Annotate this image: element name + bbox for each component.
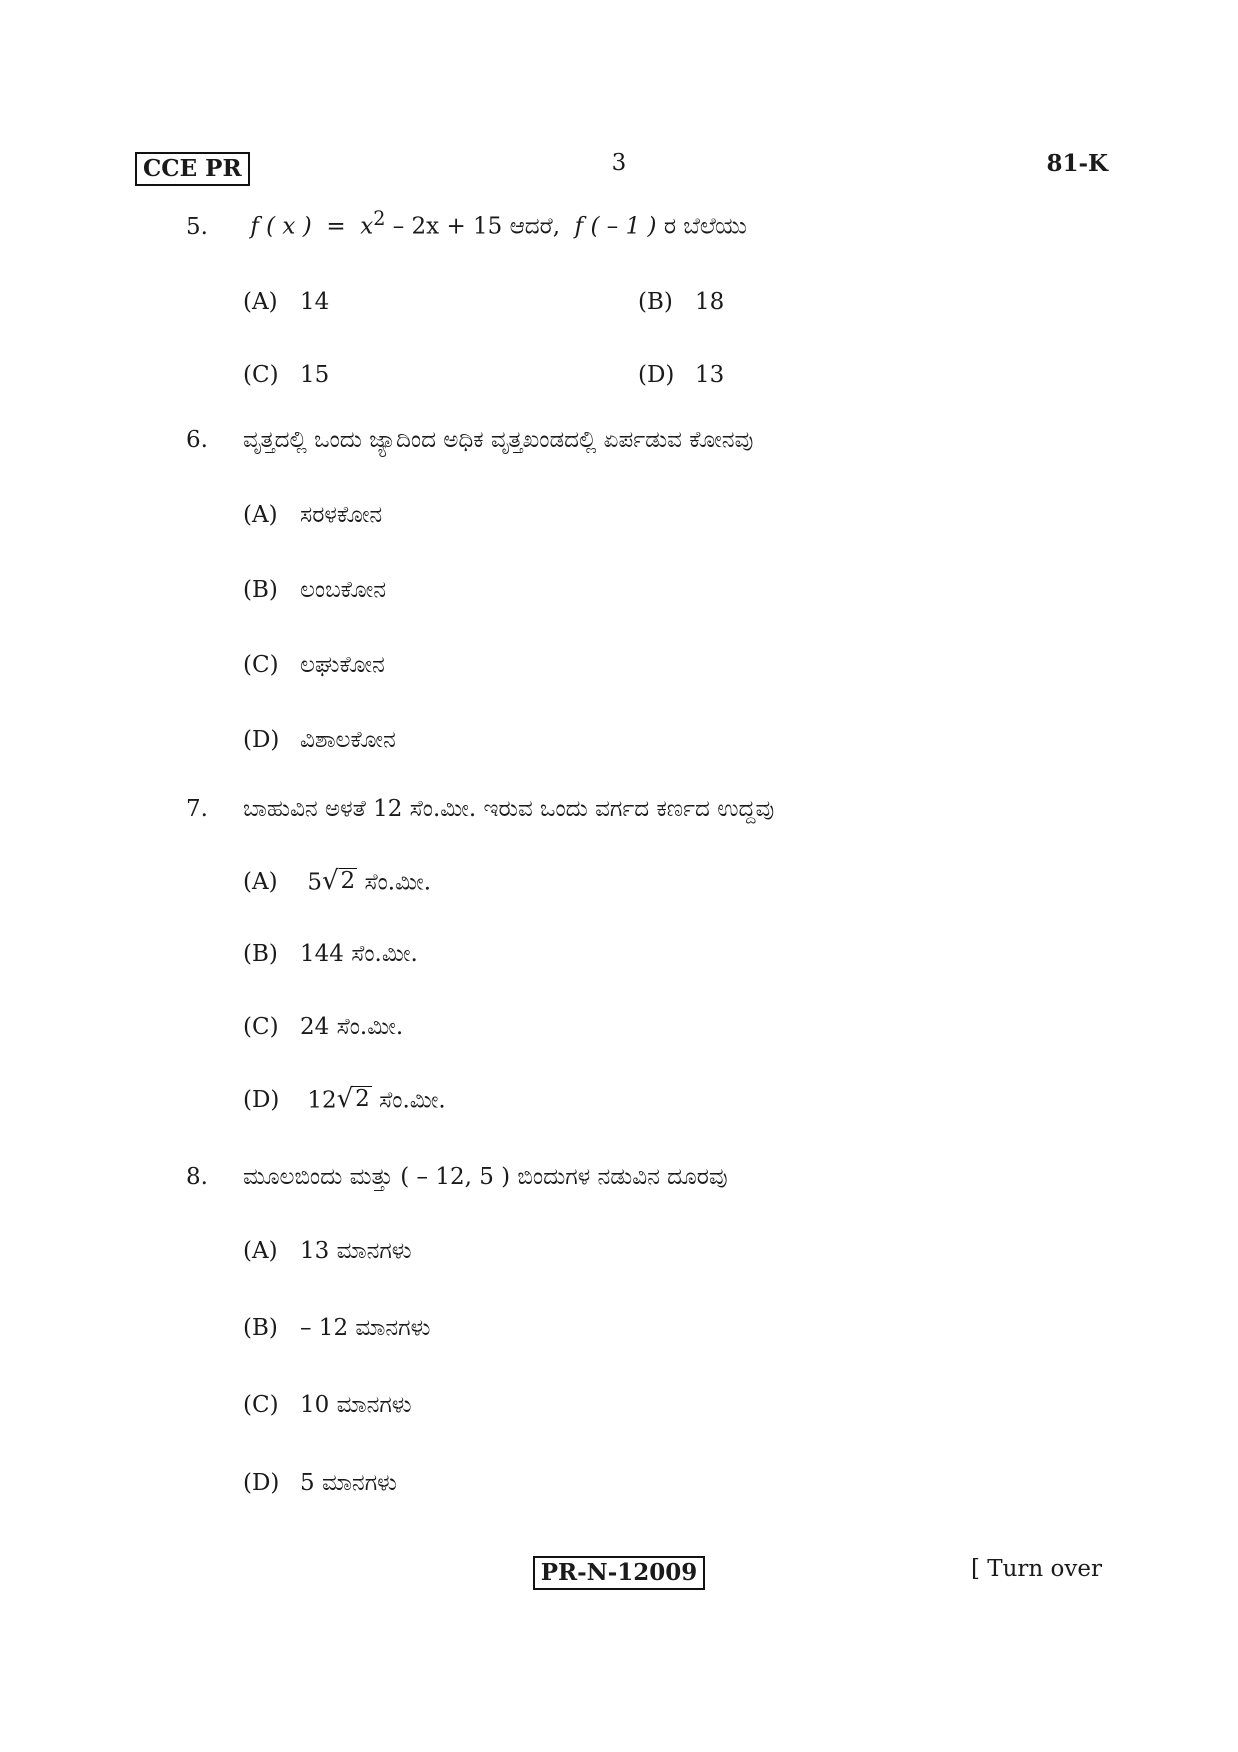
question-8	[186, 1164, 728, 1190]
function-lhs: f ( x )	[250, 213, 312, 240]
question-stem: ಬಾಹುವಿನ ಅಳತೆ 12 ಸೆಂ.ಮೀ. ಇರುವ ಒಂದು ವರ್ಗದ ಕರ್ಣದ ಉದ್ದವು	[243, 796, 775, 822]
paper-code: 81-K	[1046, 150, 1108, 177]
radicand: 2	[340, 868, 356, 894]
option-label: (B)	[243, 1315, 278, 1341]
exponent: 2	[373, 207, 386, 230]
variable-x: x	[360, 213, 374, 240]
option-5a[interactable]	[243, 289, 329, 315]
option-text: – 12 ಮಾನಗಳು	[300, 1315, 431, 1341]
option-8b[interactable]	[243, 1315, 430, 1341]
footer-code: PR-N-12009	[533, 1556, 706, 1590]
expression-rest: – 2x + 15 ಆದರೆ,	[392, 213, 561, 240]
question-tail: ರ ಬೆಲೆಯು	[663, 213, 747, 240]
option-label: (D)	[243, 1087, 280, 1114]
option-5d[interactable]	[638, 362, 724, 388]
question-5	[186, 207, 747, 240]
turn-over-note: [ Turn over	[970, 1556, 1102, 1582]
option-text: ಸರಳಕೋನ	[300, 502, 383, 528]
option-text: 14	[300, 289, 330, 315]
option-6d[interactable]	[243, 727, 396, 753]
question-stem: ಮೂಲಬಿಂದು ಮತ್ತು ( – 12, 5 ) ಬಿಂದುಗಳ ನಡುವಿನ ದೂರವು	[243, 1164, 728, 1190]
option-7b[interactable]	[243, 941, 418, 967]
option-7c[interactable]	[243, 1014, 403, 1040]
coefficient: 12	[307, 1087, 337, 1114]
option-text: 10 ಮಾನಗಳು	[300, 1392, 412, 1418]
option-label: (D)	[243, 727, 280, 753]
option-7d[interactable]	[243, 1086, 446, 1113]
option-label: (A)	[243, 1238, 278, 1264]
option-6c[interactable]	[243, 652, 385, 678]
option-text: 13	[695, 362, 725, 388]
option-label: (A)	[243, 869, 278, 896]
option-text: 5 ಮಾನಗಳು	[300, 1470, 397, 1496]
option-label: (B)	[638, 289, 673, 315]
option-6a[interactable]	[243, 502, 382, 528]
question-number: 7.	[186, 796, 208, 822]
equals-sign: =	[326, 213, 346, 240]
radicand: 2	[355, 1086, 370, 1112]
option-label: (B)	[243, 577, 278, 603]
option-7a[interactable]	[243, 868, 431, 895]
page-number: 3	[611, 150, 627, 176]
series-label: CCE PR	[135, 152, 250, 186]
option-label: (A)	[243, 502, 278, 528]
question-number: 8.	[186, 1164, 208, 1190]
square-root-icon: √ 2	[321, 866, 356, 897]
option-8d[interactable]	[243, 1470, 397, 1496]
option-text: 144 ಸೆಂ.ಮೀ.	[300, 941, 418, 967]
option-label: (A)	[243, 289, 278, 315]
question-6	[186, 427, 753, 453]
option-label: (C)	[243, 652, 279, 678]
square-root-icon: √ 2	[336, 1084, 370, 1115]
option-label: (D)	[243, 1470, 280, 1496]
option-8a[interactable]	[243, 1238, 412, 1264]
option-text: ವಿಶಾಲಕೋನ	[300, 727, 396, 753]
option-text: 18	[695, 289, 725, 315]
option-label: (C)	[243, 362, 279, 388]
option-label: (C)	[243, 1392, 279, 1418]
function-eval: f ( – 1 )	[574, 213, 657, 240]
option-text: ಲಂಬಕೋನ	[300, 577, 387, 603]
unit: ಸೆಂ.ಮೀ.	[379, 1087, 446, 1114]
option-5b[interactable]	[638, 289, 724, 315]
option-text: 13 ಮಾನಗಳು	[300, 1238, 412, 1264]
option-5c[interactable]	[243, 362, 329, 388]
option-text: 15	[300, 362, 330, 388]
option-6b[interactable]	[243, 577, 386, 603]
option-8c[interactable]	[243, 1392, 412, 1418]
option-label: (C)	[243, 1014, 279, 1040]
question-number: 6.	[186, 427, 208, 453]
coefficient: 5	[307, 869, 322, 896]
unit: ಸೆಂ.ಮೀ.	[364, 869, 432, 896]
question-stem: ವೃತ್ತದಲ್ಲಿ ಒಂದು ಜ್ಯಾದಿಂದ ಅಧಿಕ ವೃತ್ತಖಂಡದಲ್ಲಿ ಏರ್ಪಡುವ ಕೋನವು	[243, 427, 754, 453]
question-number: 5.	[186, 213, 208, 240]
question-7	[186, 796, 774, 822]
option-text: ಲಘುಕೋನ	[300, 652, 385, 678]
option-label: (B)	[243, 941, 278, 967]
option-text: 24 ಸೆಂ.ಮೀ.	[300, 1014, 404, 1040]
option-label: (D)	[638, 362, 675, 388]
